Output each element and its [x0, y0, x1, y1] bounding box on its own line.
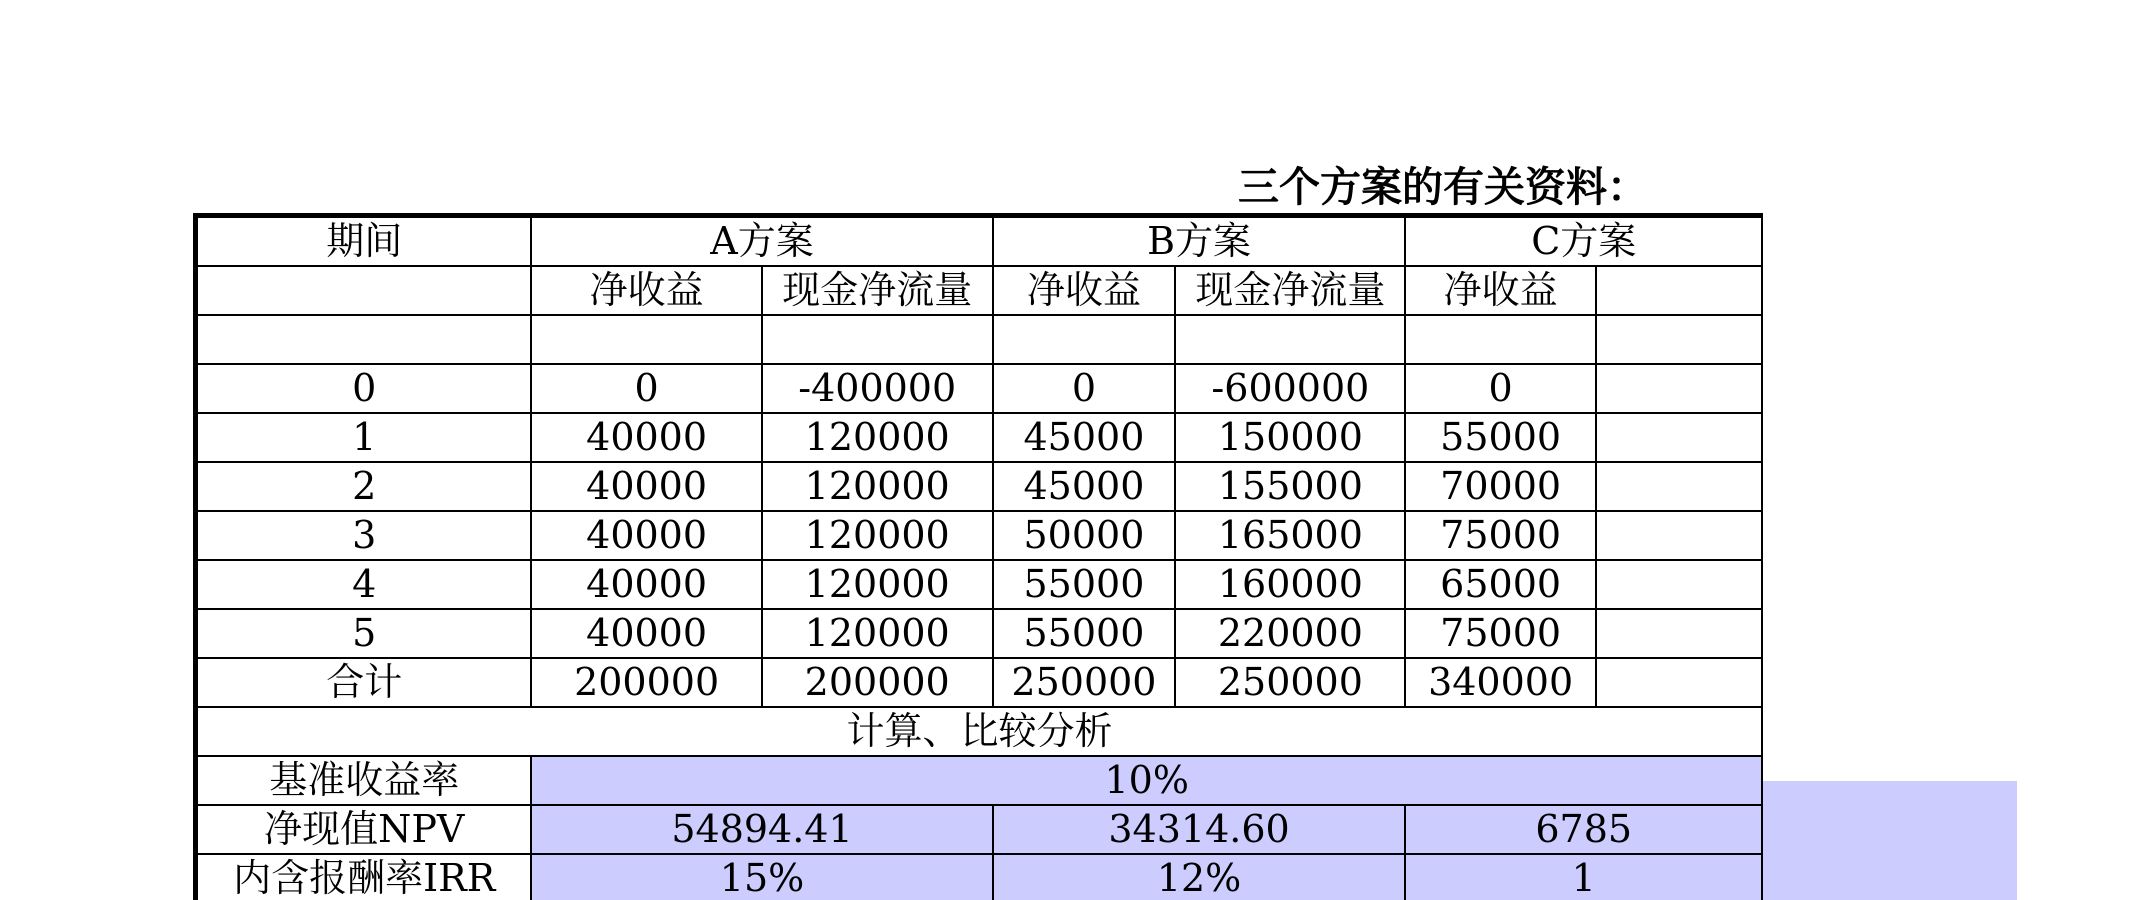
- a-net-income-cell: 40000: [531, 462, 761, 511]
- b-net-income-cell: 55000: [993, 609, 1176, 658]
- a-net-income-cell: 40000: [531, 560, 761, 609]
- total-b-net-income: 250000: [993, 658, 1176, 707]
- c-cash-flow-cell: [1596, 511, 1762, 560]
- data-row: [196, 413, 1763, 462]
- a-cash-flow-header: 现金净流量: [762, 266, 993, 315]
- plan-c-header: C方案: [1405, 216, 1762, 267]
- data-row: [196, 462, 1763, 511]
- highlight-band: [1763, 781, 2017, 900]
- c-cash-flow-cell: [1596, 609, 1762, 658]
- period-cell: 0: [196, 364, 532, 413]
- a-cash-flow-cell: 120000: [762, 609, 993, 658]
- plan-b-header: B方案: [993, 216, 1406, 267]
- total-b-cash-flow: 250000: [1175, 658, 1405, 707]
- c-cash-flow-cell: [1596, 364, 1762, 413]
- b-net-income-header: 净收益: [993, 266, 1176, 315]
- c-net-income-cell: 65000: [1405, 560, 1595, 609]
- blank-cell: [1405, 315, 1595, 364]
- analysis-title: 计算、比较分析: [196, 707, 1763, 756]
- irr-label: 内含报酬率IRR: [196, 854, 532, 900]
- irr-row: [196, 854, 1763, 900]
- blank-cell: [1596, 315, 1762, 364]
- subheader-empty-cell: [196, 266, 532, 315]
- base-rate-label: 基准收益率: [196, 756, 532, 805]
- subheader-row: [196, 266, 1763, 315]
- total-a-net-income: 200000: [531, 658, 761, 707]
- b-cash-flow-header: 现金净流量: [1175, 266, 1405, 315]
- a-cash-flow-cell: 120000: [762, 511, 993, 560]
- data-row: [196, 364, 1763, 413]
- period-cell: 5: [196, 609, 532, 658]
- period-cell: 1: [196, 413, 532, 462]
- a-cash-flow-cell: 120000: [762, 560, 993, 609]
- a-net-income-cell: 40000: [531, 511, 761, 560]
- c-net-income-cell: 75000: [1405, 609, 1595, 658]
- total-label: 合计: [196, 658, 532, 707]
- blank-row: [196, 315, 1763, 364]
- period-cell: 2: [196, 462, 532, 511]
- plan-a-header: A方案: [531, 216, 992, 267]
- c-net-income-cell: 70000: [1405, 462, 1595, 511]
- a-net-income-cell: 0: [531, 364, 761, 413]
- sheet-title: 三个方案的有关资料：: [1238, 163, 1648, 211]
- period-cell: 3: [196, 511, 532, 560]
- a-cash-flow-cell: -400000: [762, 364, 993, 413]
- period-header: 期间: [196, 216, 532, 267]
- c-cash-flow-cell: [1596, 462, 1762, 511]
- irr-b-value: 12%: [993, 854, 1406, 900]
- npv-label: 净现值NPV: [196, 805, 532, 854]
- b-net-income-cell: 0: [993, 364, 1176, 413]
- blank-cell: [993, 315, 1176, 364]
- total-a-cash-flow: 200000: [762, 658, 993, 707]
- b-cash-flow-cell: 160000: [1175, 560, 1405, 609]
- period-cell: 4: [196, 560, 532, 609]
- b-cash-flow-cell: 155000: [1175, 462, 1405, 511]
- a-net-income-cell: 40000: [531, 413, 761, 462]
- c-net-income-cell: 0: [1405, 364, 1595, 413]
- a-net-income-header: 净收益: [531, 266, 761, 315]
- b-net-income-cell: 45000: [993, 413, 1176, 462]
- plans-table: [193, 213, 1763, 900]
- blank-cell: [1175, 315, 1405, 364]
- base-rate-row: [196, 756, 1763, 805]
- b-net-income-cell: 55000: [993, 560, 1176, 609]
- c-cash-flow-cell: [1596, 560, 1762, 609]
- c-net-income-header: 净收益: [1405, 266, 1595, 315]
- irr-c-value: 1: [1405, 854, 1762, 900]
- npv-b-value: 34314.60: [993, 805, 1406, 854]
- total-row: [196, 658, 1763, 707]
- npv-row: [196, 805, 1763, 854]
- c-net-income-cell: 55000: [1405, 413, 1595, 462]
- total-c-cash-flow: [1596, 658, 1762, 707]
- b-cash-flow-cell: 165000: [1175, 511, 1405, 560]
- analysis-title-row: [196, 707, 1763, 756]
- b-net-income-cell: 50000: [993, 511, 1176, 560]
- total-c-net-income: 340000: [1405, 658, 1595, 707]
- b-cash-flow-cell: 150000: [1175, 413, 1405, 462]
- a-cash-flow-cell: 120000: [762, 413, 993, 462]
- blank-cell: [762, 315, 993, 364]
- blank-cell: [196, 315, 532, 364]
- data-row: [196, 609, 1763, 658]
- a-net-income-cell: 40000: [531, 609, 761, 658]
- header-row: [196, 216, 1763, 267]
- c-cash-flow-header-cell: [1596, 266, 1762, 315]
- c-cash-flow-cell: [1596, 413, 1762, 462]
- blank-cell: [531, 315, 761, 364]
- npv-a-value: 54894.41: [531, 805, 992, 854]
- c-net-income-cell: 75000: [1405, 511, 1595, 560]
- b-cash-flow-cell: -600000: [1175, 364, 1405, 413]
- b-cash-flow-cell: 220000: [1175, 609, 1405, 658]
- a-cash-flow-cell: 120000: [762, 462, 993, 511]
- b-net-income-cell: 45000: [993, 462, 1176, 511]
- irr-a-value: 15%: [531, 854, 992, 900]
- data-row: [196, 560, 1763, 609]
- base-rate-value: 10%: [531, 756, 1762, 805]
- data-row: [196, 511, 1763, 560]
- npv-c-value: 6785: [1405, 805, 1762, 854]
